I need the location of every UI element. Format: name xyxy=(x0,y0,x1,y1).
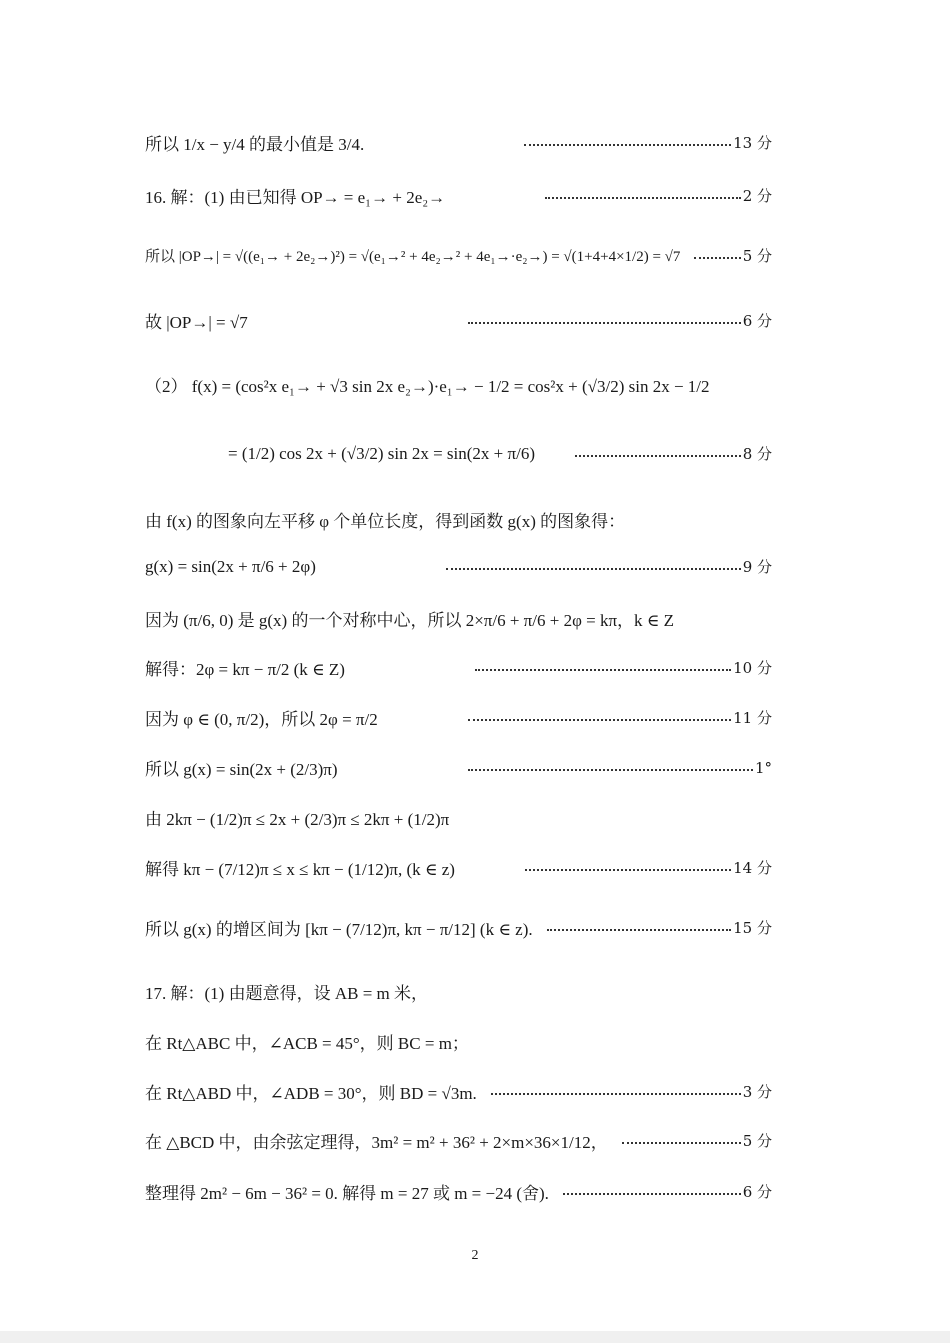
line-7-text: 由 f(x) 的图象向左平移 φ 个单位长度，得到函数 g(x) 的图象得： xyxy=(145,512,626,531)
leader-dots xyxy=(468,769,753,771)
line-13 xyxy=(145,805,772,830)
line-10-text: 解得：2φ = kπ − π/2 (k ∈ Z) xyxy=(145,660,345,679)
line-20-text: 整理得 2m² − 6m − 36² = 0. 解得 m = 27 或 m = −24 (舍). xyxy=(145,1184,549,1203)
line-8-score: 9 分 xyxy=(742,558,772,576)
leader-dots xyxy=(694,257,740,259)
line-1-text: 所以 1/x − y/4 的最小值是 3/4. xyxy=(145,135,365,154)
line-11-score: 11 分 xyxy=(733,709,772,727)
line-6 xyxy=(228,443,772,464)
line-12-text: 所以 g(x) = sin(2x + (2/3)π) xyxy=(145,760,338,779)
line-7 xyxy=(145,507,772,532)
line-10-score: 10 分 xyxy=(733,659,772,677)
line-14 xyxy=(145,855,772,880)
line-8-text: g(x) = sin(2x + π/6 + 2φ) xyxy=(145,556,316,576)
line-8 xyxy=(145,556,772,577)
line-16 xyxy=(145,979,772,1004)
line-5 xyxy=(145,372,772,397)
line-19-score: 5 分 xyxy=(742,1132,772,1150)
line-3 xyxy=(145,245,772,266)
line-16-text: 17. 解：(1) 由题意得，设 AB = m 米， xyxy=(145,984,428,1003)
line-11 xyxy=(145,705,772,730)
leader-dots xyxy=(491,1093,741,1095)
leader-dots xyxy=(622,1142,741,1144)
leader-dots xyxy=(525,869,731,871)
line-20-score: 6 分 xyxy=(742,1183,772,1201)
line-15-score: 15 分 xyxy=(733,919,772,937)
line-18 xyxy=(145,1079,772,1104)
line-6-score: 8 分 xyxy=(742,445,772,463)
line-14-score: 14 分 xyxy=(733,859,772,877)
scan-edge xyxy=(0,1331,950,1343)
line-4-score: 6 分 xyxy=(742,312,772,330)
leader-dots xyxy=(563,1193,741,1195)
leader-dots xyxy=(446,568,741,570)
line-9 xyxy=(145,606,772,631)
line-10 xyxy=(145,655,772,680)
line-19-text: 在 △BCD 中，由余弦定理得，3m² = m² + 36² + 2×m×36×1/12， xyxy=(145,1133,608,1152)
line-15 xyxy=(145,915,772,940)
line-2 xyxy=(145,183,772,208)
leader-dots xyxy=(524,144,731,146)
line-4 xyxy=(145,308,772,333)
page-number: 2 xyxy=(471,1248,479,1263)
line-1 xyxy=(145,130,772,155)
leader-dots xyxy=(545,197,741,199)
line-6-text: = (1/2) cos 2x + (√3/2) sin 2x = sin(2x + π/6) xyxy=(228,443,535,463)
leader-dots xyxy=(468,719,731,721)
line-4-text: 故 |OP→| = √7 xyxy=(145,313,248,332)
line-17 xyxy=(145,1029,772,1054)
line-9-text: 因为 (π/6, 0) 是 g(x) 的一个对称中心，所以 2×π/6 + π/6 + 2φ = kπ，k ∈ Z xyxy=(145,611,675,630)
line-12 xyxy=(145,755,772,780)
line-17-text: 在 Rt△ABC 中，∠ACB = 45°，则 BC = m； xyxy=(145,1034,469,1053)
line-15-text: 所以 g(x) 的增区间为 [kπ − (7/12)π, kπ − π/12] (k ∈ z). xyxy=(145,920,533,939)
line-13-text: 由 2kπ − (1/2)π ≤ 2x + (2/3)π ≤ 2kπ + (1/2)π xyxy=(145,810,450,829)
leader-dots xyxy=(575,455,741,457)
line-1-score: 13 分 xyxy=(733,134,772,152)
line-12-score: 1° xyxy=(754,758,772,777)
leader-dots xyxy=(475,669,731,671)
line-2-text: 16. 解：(1) 由已知得 OP→ = e₁→ + 2e₂→ xyxy=(145,188,446,207)
line-3-text: 所以 |OP→| = √((e₁→ + 2e₂→)²) = √(e₁→² + 4e₂→² + 4e₁→·e₂→) = √(1+4+4×1/2) = √7 xyxy=(145,249,681,265)
line-3-score: 5 分 xyxy=(742,247,772,265)
line-14-text: 解得 kπ − (7/12)π ≤ x ≤ kπ − (1/12)π, (k ∈ z) xyxy=(145,860,455,879)
line-5-text: （2） f(x) = (cos²x e₁→ + √3 sin 2x e₂→)·e₁→ − 1/2 = cos²x + (√3/2) sin 2x − 1/2 xyxy=(145,377,710,396)
line-19 xyxy=(145,1128,772,1153)
leader-dots xyxy=(547,929,732,931)
line-2-score: 2 分 xyxy=(742,187,772,205)
line-18-text: 在 Rt△ABD 中，∠ADB = 30°，则 BD = √3m. xyxy=(145,1084,477,1103)
line-20 xyxy=(145,1179,772,1204)
line-11-text: 因为 φ ∈ (0, π/2)，所以 2φ = π/2 xyxy=(145,710,378,729)
leader-dots xyxy=(468,322,741,324)
line-18-score: 3 分 xyxy=(742,1083,772,1101)
